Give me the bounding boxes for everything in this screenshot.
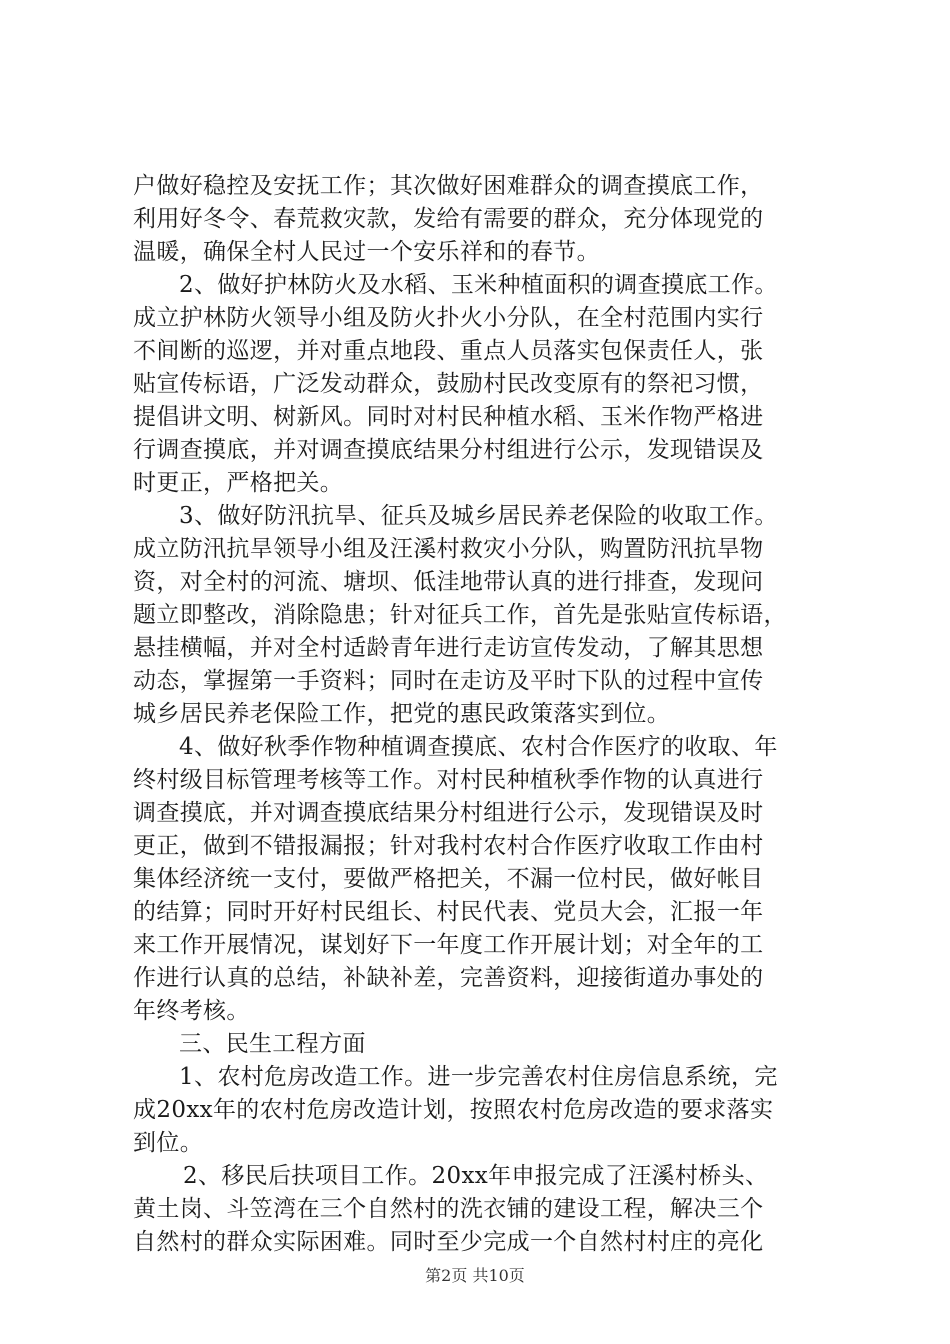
text-line: 年终考核。	[133, 998, 250, 1024]
text-line: 题立即整改，消除隐患；针对征兵工作，首先是张贴宣传标语，	[133, 602, 787, 628]
text-line: 利用好冬令、春荒救灾款，发给有需要的群众，充分体现党的	[133, 206, 764, 232]
paragraph-heading: 3、做好防汛抗旱、征兵及城乡居民养老保险的收取工作。	[179, 503, 778, 529]
text-line: 集体经济统一支付，要做严格把关，不漏一位村民，做好帐目	[133, 866, 764, 892]
text-line: 成立防汛抗旱领导小组及汪溪村救灾小分队，购置防汛抗旱物	[133, 536, 764, 562]
text-line: 终村级目标管理考核等工作。对村民种植秋季作物的认真进行	[133, 767, 764, 793]
text-line: 行调查摸底，并对调查摸底结果分村组进行公示，发现错误及	[133, 437, 764, 463]
text-line: 动态，掌握第一手资料；同时在走访及平时下队的过程中宣传	[133, 668, 764, 694]
text-line: 贴宣传标语，广泛发动群众，鼓励村民改变原有的祭祀习惯，	[133, 371, 764, 397]
text-line: 来工作开展情况，谋划好下一年度工作开展计划；对全年的工	[133, 932, 764, 958]
text-line: 自然村的群众实际困难。同时至少完成一个自然村村庄的亮化	[133, 1229, 764, 1255]
page-number-footer: 第2页 共10页	[425, 1266, 525, 1285]
text-line: 到位。	[133, 1130, 204, 1156]
text-line: 作进行认真的总结，补缺补差，完善资料，迎接街道办事处的	[133, 965, 764, 991]
text-line: 不间断的巡逻，并对重点地段、重点人员落实包保责任人，张	[133, 338, 764, 364]
text-line: 资，对全村的河流、塘坝、低洼地带认真的进行排查，发现问	[133, 569, 764, 595]
text-line: 更正，做到不错报漏报；针对我村农村合作医疗收取工作由村	[133, 833, 764, 859]
text-line: 的结算；同时开好村民组长、村民代表、党员大会，汇报一年	[133, 899, 764, 925]
text-line: 温暖，确保全村人民过一个安乐祥和的春节。	[133, 239, 600, 265]
section-heading: 三、民生工程方面	[179, 1031, 366, 1057]
paragraph-heading: 2、移民后扶项目工作。20xx年申报完成了汪溪村桥头、	[183, 1163, 769, 1189]
text-line: 成20xx年的农村危房改造计划，按照农村危房改造的要求落实	[133, 1097, 774, 1123]
paragraph-heading: 1、农村危房改造工作。进一步完善农村住房信息系统，完	[179, 1064, 778, 1090]
paragraph-heading: 2、做好护林防火及水稻、玉米种植面积的调查摸底工作。	[179, 272, 778, 298]
text-line: 黄土岗、斗笠湾在三个自然村的洗衣铺的建设工程，解决三个	[133, 1196, 764, 1222]
document-body	[133, 170, 823, 1259]
text-line: 时更正，严格把关。	[133, 470, 344, 496]
text-line: 调查摸底，并对调查摸底结果分村组进行公示，发现错误及时	[133, 800, 764, 826]
text-line: 悬挂横幅，并对全村适龄青年进行走访宣传发动，了解其思想	[133, 635, 764, 661]
text-line: 成立护林防火领导小组及防火扑火小分队，在全村范围内实行	[133, 305, 764, 331]
paragraph-heading: 4、做好秋季作物种植调查摸底、农村合作医疗的收取、年	[179, 734, 778, 760]
text-line: 城乡居民养老保险工作，把党的惠民政策落实到位。	[133, 701, 671, 727]
text-line: 户做好稳控及安抚工作；其次做好困难群众的调查摸底工作，	[133, 173, 764, 199]
text-line: 提倡讲文明、树新风。同时对村民种植水稻、玉米作物严格进	[133, 404, 764, 430]
